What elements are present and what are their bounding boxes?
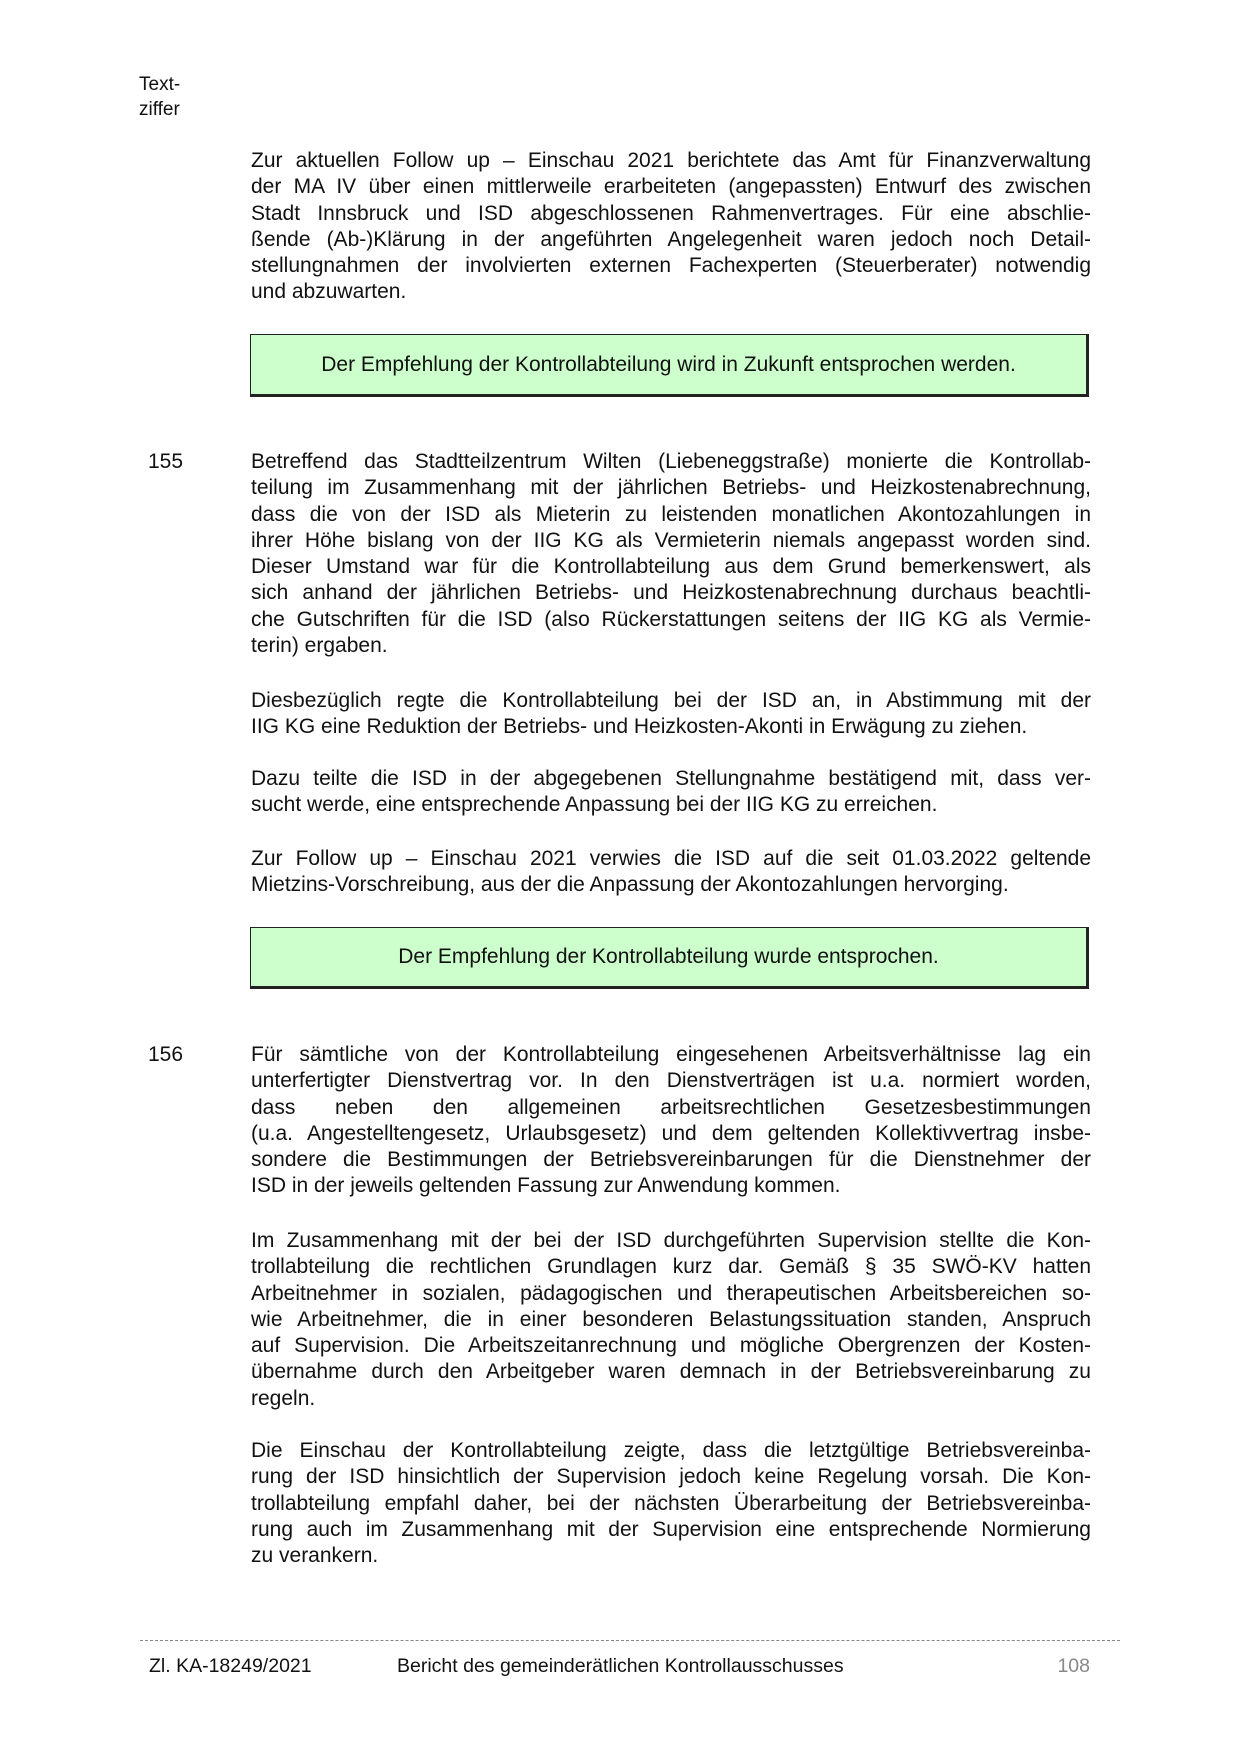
paragraph-line: übernahme durch den Arbeitgeber waren demnach in der Betriebsvereinbarung zu xyxy=(251,1360,1091,1384)
recommendation-text: Der Empfehlung der Kontrollabteilung wurde entsprochen. xyxy=(398,945,939,968)
paragraph-line: dass die von der ISD als Mieterin zu leistenden monatlichen Akontozahlungen in xyxy=(251,502,1091,526)
paragraph-line: wie Arbeitnehmer, die in einer besonderen Belastungssituation standen, Anspruch xyxy=(251,1307,1091,1331)
section-number: 155 xyxy=(148,450,184,473)
recommendation-box xyxy=(250,334,1089,397)
paragraph-line: Für sämtliche von der Kontrollabteilung eingesehenen Arbeitsverhältnisse lag ein xyxy=(251,1043,1091,1066)
page-number: 108 xyxy=(1057,1655,1090,1677)
paragraph-line: Betreffend das Stadtteilzentrum Wilten (Liebeneggstraße) monierte die Kontrollab- xyxy=(251,450,1091,473)
paragraph-line: terin) ergaben. xyxy=(251,634,388,658)
paragraph xyxy=(251,1228,1091,1412)
paragraph-line: Mietzins-Vorschreibung, aus der die Anpassung der Akontozahlungen hervorging. xyxy=(251,873,1009,897)
paragraph xyxy=(251,449,1091,659)
paragraph-line: trollabteilung die rechtlichen Grundlagen kurz dar. Gemäß § 35 SWÖ-KV hatten xyxy=(251,1255,1091,1279)
paragraph-line: IIG KG eine Reduktion der Betriebs- und Heizkosten-Akonti in Erwägung zu ziehen. xyxy=(251,715,1028,739)
paragraph-line: Dazu teilte die ISD in der abgegebenen Stellungnahme bestätigend mit, dass ver- xyxy=(251,767,1091,790)
section-number: 156 xyxy=(148,1043,184,1066)
paragraph-line: der MA IV über einen mittlerweile erarbeiteten (angepassten) Entwurf des zwischen xyxy=(251,175,1091,199)
paragraph-line: dass neben den allgemeinen arbeitsrechtlichen Gesetzesbestimmungen xyxy=(251,1095,1091,1119)
recommendation-text: Der Empfehlung der Kontrollabteilung wird in Zukunft entsprochen werden. xyxy=(321,352,1016,376)
paragraph xyxy=(251,688,1091,741)
paragraph-line: Stadt Innsbruck und ISD abgeschlossenen Rahmenvertrages. Für eine abschlie- xyxy=(251,201,1091,225)
paragraph-line: ISD in der jeweils geltenden Fassung zur Anwendung kommen. xyxy=(251,1174,841,1198)
paragraph-line: ßende (Ab-)Klärung in der angeführten Angelegenheit waren jedoch noch Detail- xyxy=(251,227,1091,251)
paragraph-line: Arbeitnehmer in sozialen, pädagogischen und therapeutischen Arbeitsbereichen so- xyxy=(251,1281,1091,1305)
paragraph xyxy=(251,1438,1091,1569)
paragraph-line: rung auch im Zusammenhang mit der Supervision eine entsprechende Normierung xyxy=(251,1517,1091,1541)
paragraph-line: und abzuwarten. xyxy=(251,280,407,304)
paragraph-line: teilung im Zusammenhang mit der jährlichen Betriebs- und Heizkostenabrechnung, xyxy=(251,476,1091,500)
paragraph xyxy=(251,148,1091,306)
paragraph-line: Zur Follow up – Einschau 2021 verwies die ISD auf die seit 01.03.2022 geltende xyxy=(251,847,1091,870)
paragraph-line: rung der ISD hinsichtlich der Supervision jedoch keine Regelung vorsah. Die Kon- xyxy=(251,1465,1091,1489)
paragraph-line: auf Supervision. Die Arbeitszeitanrechnung und mögliche Obergrenzen der Kosten- xyxy=(251,1334,1091,1358)
margin-label xyxy=(139,72,180,122)
margin-label-line: ziffer xyxy=(139,99,180,120)
footer-title: Bericht des gemeinderätlichen Kontrollausschusses xyxy=(397,1655,844,1677)
paragraph-line: trollabteilung empfahl daher, bei der nächsten Überarbeitung der Betriebsvereinba- xyxy=(251,1491,1091,1515)
paragraph-line: che Gutschriften für die ISD (also Rückerstattungen seitens der IIG KG als Vermie- xyxy=(251,607,1091,631)
paragraph-line: sucht werde, eine entsprechende Anpassung bei der IIG KG zu erreichen. xyxy=(251,793,938,817)
recommendation-box xyxy=(250,927,1089,989)
paragraph-line: stellungnahmen der involvierten externen Fachexperten (Steuerberater) notwendig xyxy=(251,254,1091,278)
paragraph-line: Dieser Umstand war für die Kontrollabteilung aus dem Grund bemerkenswert, als xyxy=(251,555,1091,579)
footer-reference: Zl. KA-18249/2021 xyxy=(149,1655,312,1677)
paragraph-line: sondere die Bestimmungen der Betriebsvereinbarungen für die Dienstnehmer der xyxy=(251,1148,1091,1172)
paragraph-line: Zur aktuellen Follow up – Einschau 2021 berichtete das Amt für Finanzverwaltung xyxy=(251,149,1091,172)
paragraph-line: sich anhand der jährlichen Betriebs- und Heizkostenabrechnung durchaus beachtli- xyxy=(251,581,1091,605)
paragraph-line: zu verankern. xyxy=(251,1544,379,1568)
paragraph xyxy=(251,766,1091,819)
paragraph-line: regeln. xyxy=(251,1386,316,1410)
paragraph-line: Diesbezüglich regte die Kontrollabteilung bei der ISD an, in Abstimmung mit der xyxy=(251,689,1091,712)
paragraph-line: Die Einschau der Kontrollabteilung zeigte, dass die letztgültige Betriebsvereinba- xyxy=(251,1439,1091,1462)
footer-divider xyxy=(140,1640,1120,1641)
margin-label-line: Text- xyxy=(139,74,181,95)
paragraph-line: ihrer Höhe bislang von der IIG KG als Vermieterin niemals angepasst worden sind. xyxy=(251,528,1091,552)
paragraph xyxy=(251,1042,1091,1200)
paragraph-line: Im Zusammenhang mit der bei der ISD durchgeführten Supervision stellte die Kon- xyxy=(251,1229,1091,1252)
paragraph xyxy=(251,846,1091,899)
paragraph-line: unterfertigter Dienstvertrag vor. In den Dienstverträgen ist u.a. normiert worden, xyxy=(251,1069,1091,1093)
paragraph-line: (u.a. Angestelltengesetz, Urlaubsgesetz) und dem geltenden Kollektivvertrag insbe- xyxy=(251,1121,1091,1145)
